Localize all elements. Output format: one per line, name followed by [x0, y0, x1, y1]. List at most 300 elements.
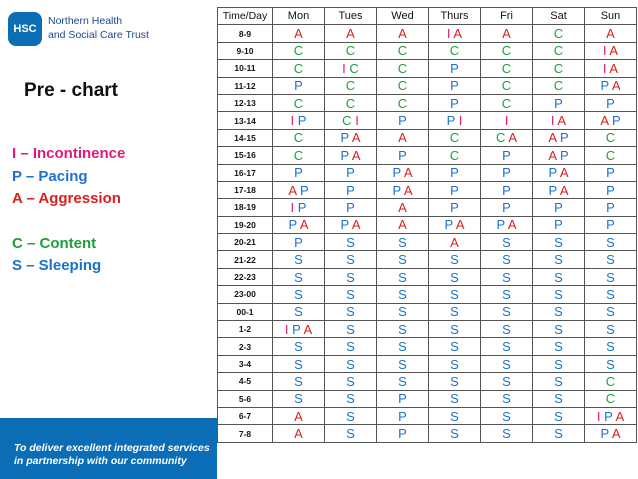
- behaviour-code: A: [615, 408, 625, 424]
- table-row: [218, 25, 637, 42]
- table-cell: [585, 234, 637, 251]
- legend-item-sleeping: S – Sleeping: [12, 257, 102, 275]
- table-cell: [481, 286, 533, 303]
- table-cell: [377, 60, 429, 77]
- behaviour-code: S: [554, 426, 563, 442]
- behaviour-code: P: [340, 130, 349, 146]
- behaviour-code: C: [496, 130, 506, 146]
- table-cell: [429, 303, 481, 320]
- table-cell: [481, 164, 533, 181]
- table-cell: [585, 94, 637, 111]
- behaviour-code: I: [550, 113, 555, 129]
- behaviour-code: C: [397, 60, 408, 76]
- table-cell: [585, 77, 637, 94]
- behaviour-code: S: [554, 391, 563, 407]
- behaviour-code: P: [554, 95, 563, 111]
- table-cell: [429, 199, 481, 216]
- table-cell: [429, 407, 481, 424]
- day-header: Sat: [533, 8, 585, 25]
- behaviour-code: A: [398, 199, 407, 215]
- behaviour-code: A: [294, 426, 303, 442]
- behaviour-code: S: [450, 286, 459, 302]
- behaviour-code: A: [548, 147, 557, 163]
- behaviour-code: A: [351, 130, 361, 146]
- behaviour-code: C: [553, 60, 564, 76]
- behaviour-code: S: [346, 356, 355, 372]
- table-row: [218, 147, 637, 164]
- table-cell: [377, 129, 429, 146]
- trust-name-line1: Northern Health: [48, 15, 123, 27]
- table-cell: [429, 112, 481, 129]
- table-cell: [273, 112, 325, 129]
- table-cell: [481, 94, 533, 111]
- behaviour-code: C: [342, 113, 352, 129]
- trust-logo: [8, 12, 208, 46]
- table-cell: [585, 268, 637, 285]
- behaviour-code: P: [444, 217, 453, 233]
- behaviour-code: C: [605, 391, 616, 407]
- time-slot-label: 8-9: [218, 25, 273, 42]
- behaviour-code: P: [502, 199, 511, 215]
- table-cell: [533, 147, 585, 164]
- behaviour-code: S: [502, 356, 511, 372]
- behaviour-code: S: [606, 304, 615, 320]
- behaviour-code: S: [606, 252, 615, 268]
- table-cell: [325, 286, 377, 303]
- table-cell: [585, 251, 637, 268]
- table-cell: [533, 234, 585, 251]
- behaviour-code: S: [346, 321, 355, 337]
- table-cell: [429, 216, 481, 233]
- table-cell: [429, 251, 481, 268]
- time-slot-label: 6-7: [218, 407, 273, 424]
- table-cell: [273, 25, 325, 42]
- table-cell: [429, 129, 481, 146]
- behaviour-code: S: [398, 234, 407, 250]
- table-cell: [429, 94, 481, 111]
- table-cell: [481, 268, 533, 285]
- table-cell: [325, 407, 377, 424]
- table-cell: [273, 303, 325, 320]
- behaviour-code: A: [398, 26, 407, 42]
- behaviour-code: A: [455, 217, 465, 233]
- table-row: [218, 60, 637, 77]
- behaviour-code: P: [606, 199, 615, 215]
- behaviour-code: I: [602, 43, 607, 59]
- table-cell: [377, 77, 429, 94]
- behaviour-code: P: [398, 113, 407, 129]
- table-cell: [273, 407, 325, 424]
- behaviour-code: A: [450, 234, 459, 250]
- table-cell: [377, 373, 429, 390]
- table-cell: [429, 425, 481, 442]
- table-cell: [377, 251, 429, 268]
- table-row: [218, 321, 637, 338]
- behaviour-code: S: [450, 252, 459, 268]
- behaviour-code: P: [502, 147, 511, 163]
- table-cell: [481, 321, 533, 338]
- table-row: [218, 234, 637, 251]
- table-cell: [273, 286, 325, 303]
- behaviour-code: A: [508, 130, 517, 146]
- behaviour-code: A: [559, 165, 569, 181]
- behaviour-code: I: [596, 408, 601, 424]
- table-row: [218, 129, 637, 146]
- behaviour-code: S: [346, 252, 355, 268]
- behaviour-code: P: [297, 199, 307, 215]
- behaviour-code: P: [398, 426, 407, 442]
- table-cell: [325, 338, 377, 355]
- table-cell: [273, 355, 325, 372]
- table-cell: [273, 425, 325, 442]
- table-cell: [273, 234, 325, 251]
- time-slot-label: 00-1: [218, 303, 273, 320]
- table-cell: [273, 216, 325, 233]
- table-cell: [325, 164, 377, 181]
- table-cell: [377, 268, 429, 285]
- behaviour-code: S: [398, 269, 407, 285]
- table-cell: [481, 147, 533, 164]
- table-cell: [273, 42, 325, 59]
- behaviour-code: C: [553, 78, 564, 94]
- table-cell: [325, 390, 377, 407]
- behaviour-code: A: [346, 26, 355, 42]
- table-cell: [273, 181, 325, 198]
- behaviour-code: S: [502, 304, 511, 320]
- table-cell: [429, 147, 481, 164]
- table-cell: [481, 355, 533, 372]
- legend-item-content: C – Content: [12, 234, 97, 252]
- table-cell: [481, 338, 533, 355]
- table-row: [218, 77, 637, 94]
- behaviour-code: A: [611, 78, 621, 94]
- table-cell: [585, 373, 637, 390]
- behaviour-code: S: [450, 373, 459, 389]
- table-cell: [585, 338, 637, 355]
- behaviour-chart-table: [217, 7, 637, 443]
- behaviour-code: P: [297, 113, 307, 129]
- behaviour-code: S: [502, 391, 511, 407]
- behaviour-code: S: [554, 339, 563, 355]
- behaviour-code: C: [605, 147, 616, 163]
- behaviour-code: P: [548, 165, 557, 181]
- behaviour-code: S: [398, 252, 407, 268]
- behaviour-code: S: [554, 304, 563, 320]
- behaviour-code: A: [557, 113, 567, 129]
- table-row: [218, 216, 637, 233]
- table-cell: [325, 303, 377, 320]
- table-body: [218, 25, 637, 442]
- behaviour-code: C: [293, 60, 304, 76]
- table-cell: [429, 373, 481, 390]
- behaviour-code: S: [554, 373, 563, 389]
- table-cell: [273, 321, 325, 338]
- behaviour-code: P: [398, 391, 407, 407]
- table-row: [218, 181, 637, 198]
- table-cell: [377, 355, 429, 372]
- behaviour-code: C: [605, 130, 616, 146]
- behaviour-code: S: [502, 252, 511, 268]
- table-cell: [377, 147, 429, 164]
- table-cell: [533, 112, 585, 129]
- legend-spacer: [12, 211, 125, 233]
- behaviour-code: S: [502, 234, 511, 250]
- behaviour-code: S: [346, 304, 355, 320]
- table-cell: [481, 303, 533, 320]
- behaviour-code: P: [600, 426, 609, 442]
- behaviour-code: P: [606, 182, 615, 198]
- behaviour-code: C: [605, 373, 616, 389]
- table-cell: [481, 129, 533, 146]
- table-cell: [273, 338, 325, 355]
- table-row: [218, 338, 637, 355]
- table-cell: [325, 25, 377, 42]
- table-cell: [273, 147, 325, 164]
- behaviour-code: A: [294, 26, 303, 42]
- time-slot-label: 16-17: [218, 164, 273, 181]
- behaviour-code: S: [294, 286, 303, 302]
- table-cell: [585, 181, 637, 198]
- behaviour-code: S: [554, 234, 563, 250]
- table-cell: [429, 390, 481, 407]
- hsc-logo-mark: HSC: [8, 12, 42, 46]
- day-header: Tues: [325, 8, 377, 25]
- table-cell: [377, 338, 429, 355]
- table-cell: [273, 373, 325, 390]
- table-cell: [377, 390, 429, 407]
- behaviour-code: C: [397, 95, 408, 111]
- time-slot-label: 17-18: [218, 181, 273, 198]
- table-cell: [533, 355, 585, 372]
- table-cell: [533, 164, 585, 181]
- behaviour-code: A: [351, 147, 361, 163]
- behaviour-code: S: [502, 321, 511, 337]
- behaviour-code: P: [392, 182, 401, 198]
- behaviour-code: C: [449, 147, 460, 163]
- table-cell: [377, 303, 429, 320]
- table-row: [218, 112, 637, 129]
- behaviour-code: S: [294, 356, 303, 372]
- table-cell: [429, 286, 481, 303]
- behaviour-code: S: [606, 286, 615, 302]
- time-slot-label: 21-22: [218, 251, 273, 268]
- behaviour-code: S: [554, 269, 563, 285]
- behaviour-code: A: [453, 26, 463, 42]
- time-slot-label: 13-14: [218, 112, 273, 129]
- day-header: Sun: [585, 8, 637, 25]
- behaviour-code: P: [450, 60, 459, 76]
- behaviour-code: S: [346, 373, 355, 389]
- time-slot-label: 12-13: [218, 94, 273, 111]
- table-cell: [325, 42, 377, 59]
- table-cell: [585, 425, 637, 442]
- table-cell: [585, 407, 637, 424]
- table-cell: [533, 425, 585, 442]
- table-cell: [585, 60, 637, 77]
- behaviour-code: P: [346, 182, 355, 198]
- time-slot-label: 3-4: [218, 355, 273, 372]
- behaviour-code: S: [450, 356, 459, 372]
- behaviour-code: C: [501, 43, 512, 59]
- behaviour-code: S: [606, 269, 615, 285]
- behaviour-code: C: [397, 43, 408, 59]
- table-cell: [325, 147, 377, 164]
- table-cell: [377, 164, 429, 181]
- behaviour-code: S: [450, 408, 459, 424]
- table-cell: [325, 216, 377, 233]
- table-cell: [481, 390, 533, 407]
- table-cell: [481, 25, 533, 42]
- table-cell: [481, 77, 533, 94]
- behaviour-code: S: [606, 321, 615, 337]
- behaviour-code: C: [501, 95, 512, 111]
- day-header: Mon: [273, 8, 325, 25]
- behaviour-code: C: [349, 60, 359, 76]
- behaviour-code: S: [606, 339, 615, 355]
- behaviour-code: A: [294, 408, 303, 424]
- behaviour-code: S: [502, 373, 511, 389]
- behaviour-code: P: [340, 147, 349, 163]
- behaviour-code: C: [501, 60, 512, 76]
- table-cell: [273, 77, 325, 94]
- day-header: Fri: [481, 8, 533, 25]
- table-cell: [377, 181, 429, 198]
- table-cell: [533, 129, 585, 146]
- behaviour-code: S: [450, 339, 459, 355]
- behaviour-code: S: [398, 373, 407, 389]
- behaviour-code: S: [398, 356, 407, 372]
- table-cell: [325, 234, 377, 251]
- table-cell: [533, 373, 585, 390]
- table-cell: [377, 216, 429, 233]
- table-cell: [585, 390, 637, 407]
- table-cell: [273, 94, 325, 111]
- table-cell: [325, 373, 377, 390]
- table-cell: [481, 407, 533, 424]
- table-cell: [377, 407, 429, 424]
- behaviour-code: C: [293, 147, 304, 163]
- behaviour-code: I: [458, 113, 463, 129]
- behaviour-code: S: [502, 269, 511, 285]
- behaviour-code: P: [392, 165, 401, 181]
- behaviour-code: P: [450, 78, 459, 94]
- behaviour-code: P: [450, 165, 459, 181]
- behaviour-code: P: [450, 199, 459, 215]
- behaviour-code: I: [290, 113, 295, 129]
- behaviour-code: P: [604, 408, 613, 424]
- legend-item-aggression: A – Aggression: [12, 190, 121, 208]
- behaviour-code: S: [606, 356, 615, 372]
- behaviour-code: S: [554, 252, 563, 268]
- table-cell: [273, 164, 325, 181]
- table-cell: [429, 234, 481, 251]
- behaviour-code: P: [502, 182, 511, 198]
- table-cell: [377, 321, 429, 338]
- table-row: [218, 355, 637, 372]
- table-row: [218, 373, 637, 390]
- behaviour-code: A: [303, 321, 313, 337]
- behaviour-code: S: [398, 304, 407, 320]
- time-slot-label: 15-16: [218, 147, 273, 164]
- table-cell: [481, 216, 533, 233]
- behaviour-code: P: [554, 217, 563, 233]
- behaviour-code: P: [294, 78, 303, 94]
- table-cell: [429, 181, 481, 198]
- behaviour-code: S: [554, 321, 563, 337]
- table-cell: [481, 42, 533, 59]
- table-cell: [481, 425, 533, 442]
- behaviour-code: A: [600, 113, 609, 129]
- table-cell: [533, 199, 585, 216]
- table-cell: [273, 390, 325, 407]
- table-cell: [273, 268, 325, 285]
- table-cell: [533, 268, 585, 285]
- table-cell: [481, 181, 533, 198]
- table-header-row: [218, 8, 637, 25]
- table-cell: [533, 303, 585, 320]
- time-slot-label: 1-2: [218, 321, 273, 338]
- table-cell: [533, 286, 585, 303]
- behaviour-code: I: [355, 113, 359, 129]
- behaviour-code: S: [502, 286, 511, 302]
- behaviour-code: S: [398, 339, 407, 355]
- table-cell: [273, 199, 325, 216]
- behaviour-code: C: [553, 43, 564, 59]
- table-row: [218, 42, 637, 59]
- table-cell: [429, 164, 481, 181]
- table-cell: [325, 321, 377, 338]
- table-cell: [533, 77, 585, 94]
- time-slot-label: 4-5: [218, 373, 273, 390]
- page-title: Pre - chart: [24, 80, 118, 101]
- table-cell: [325, 181, 377, 198]
- behaviour-code: A: [559, 182, 569, 198]
- table-cell: [325, 77, 377, 94]
- behaviour-code: S: [450, 426, 459, 442]
- behaviour-code: S: [346, 426, 355, 442]
- behaviour-code: A: [606, 26, 615, 42]
- behaviour-code: C: [293, 95, 304, 111]
- behaviour-code: I: [342, 60, 346, 76]
- behaviour-code: P: [548, 182, 557, 198]
- table-row: [218, 303, 637, 320]
- table-cell: [533, 216, 585, 233]
- behaviour-code: P: [294, 234, 303, 250]
- time-slot-label: 9-10: [218, 42, 273, 59]
- behaviour-code: C: [345, 78, 356, 94]
- behaviour-code: P: [450, 95, 459, 111]
- behaviour-code: P: [606, 217, 615, 233]
- footer-slogan: [14, 442, 214, 468]
- table-cell: [325, 425, 377, 442]
- table-cell: [533, 42, 585, 59]
- table-cell: [481, 373, 533, 390]
- behaviour-code: A: [299, 217, 309, 233]
- time-slot-label: 5-6: [218, 390, 273, 407]
- behaviour-code: P: [340, 217, 349, 233]
- table-cell: [585, 25, 637, 42]
- table-cell: [377, 425, 429, 442]
- table-cell: [481, 60, 533, 77]
- time-slot-label: 2-3: [218, 338, 273, 355]
- table-row: [218, 407, 637, 424]
- table-cell: [481, 112, 533, 129]
- table-cell: [273, 60, 325, 77]
- behaviour-code: S: [450, 304, 459, 320]
- table-cell: [377, 199, 429, 216]
- behaviour-code: S: [346, 408, 355, 424]
- behaviour-code: P: [606, 165, 615, 181]
